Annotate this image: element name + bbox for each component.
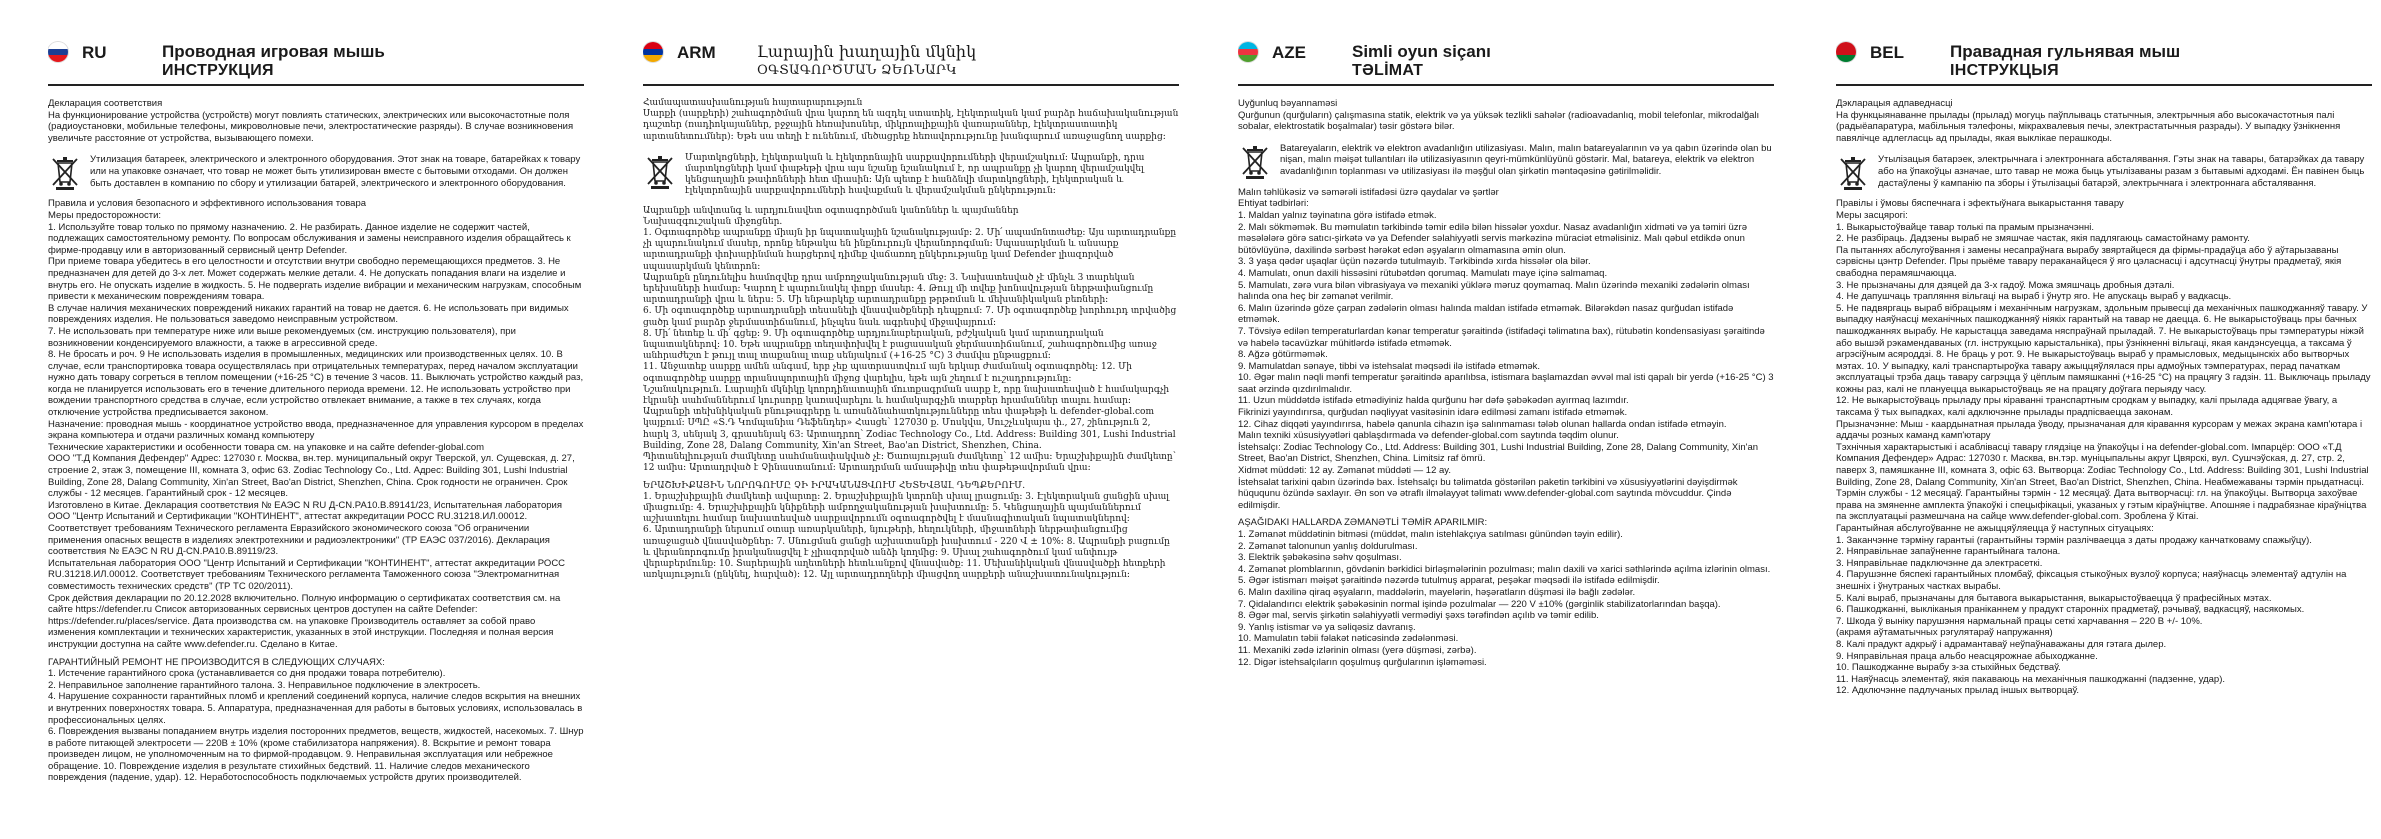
body-paragraph: Պիտանելիության ժամկետը սահմանափակված չէ։ Ծառայության ժամկետը՝ 12 ամիս։ Երաշխիքային ժամկետը՝ 12 ամիս։ Արտադրված է Չինաստանում։ Արտադրման ամսաթիվը տես փաթեթավորման վրա։: [643, 452, 1176, 474]
body-paragraph: 4. Парушэнне бяспекі гарантыйных пломбаў, фіксацыя стыкоўных вузлоў корпуса; наяўнасць элементаў адтулін на знешніх і ўнутраных частках вырабы.: [1836, 569, 2347, 592]
body-paragraph: 10. Mamulatın təbii fəlakət nəticəsində zədələnməsi.: [1238, 633, 1459, 645]
content-arm: [643, 98, 1179, 581]
waste-notice: [1836, 154, 2372, 190]
body-paragraph: 10. Пашкоджанне вырабу з-за стыхійных бедстваў.: [1836, 662, 2061, 674]
header-ru: [48, 38, 584, 86]
body-paragraph: Ապրանքի տեխնիկական բնութագրերը և առանձնահատկությունները տես փաթեթի և defender-global.com կայքում։ ՍՊԸ «Տ.Դ Կոմպանիա Դեֆենդեր» Հասցե՝ 127030 ք. Մոսկվա, Սուշչևսկայա փ., 27, շինություն 2, հարկ 3, սենյակ 3, գրասենյակ 63։ Արտադրող՝ Zodiac Technology Co., Ltd. Address: Building 301, Lushi Industrial Building, Zone 28, Dalang Community, Xin'an Street, Bao'an District, Shenzhen, China.: [643, 407, 1176, 451]
flag-ru-icon: [48, 42, 68, 62]
body-paragraph: 1. Zəmanət müddətinin bitməsi (müddət, malın istehlakçıya satılması günündən təyin edilir).: [1238, 529, 1623, 540]
body-paragraph: Гарантыйная абслугоўванне не ажыццяўляецца ў наступных сітуацыях:: [1836, 523, 2154, 534]
body-paragraph: 4. Не дапушчаць трапляння вільгаці на выраб і ўнутр яго. Не апускаць выраб у вадкасць.: [1836, 291, 2232, 303]
flag-aze-icon: [1238, 42, 1258, 62]
product-title: Simli oyun siçanı: [1352, 42, 1491, 61]
body-paragraph: 6. Malın daxilinə qiraq əşyaların, maddələrin, mayelərin, həşəratların düşməsi ilə bağlı zədələr.: [1238, 586, 1636, 598]
header-aze: [1238, 38, 1774, 86]
crossed-bin-icon: [1836, 154, 1870, 190]
declaration-text: На функционирование устройства (устройств) могут повлиять статических, электрических или высокочастотные поля (радиоустановки, мобильные телефоны, микроволновые печи, электростатические разряды). В случае возникновения увеличьте расстояние от устройства, вызывающего помехи.: [48, 109, 574, 144]
waste-notice: [643, 153, 1179, 198]
body-paragraph: İstehsalat tarixini qabın üzərində bax. İstehsalçı bu təlimatda göstərilən paketin tərkibini və xüsusiyyətlərini dəyişdirmək hüququnu özündə saxlayır. Ən son və ətraflı ilməlayyət təlimatı www.defender-global.com saytında mövcuddur. Çində edilmişdir.: [1238, 476, 1738, 511]
waste-text: Batareyaların, elektrik və elektron avadanlığın utilizasiyası. Malın, malın batareyalarının və ya qabın üzərində olan bu nişan, malın məişət tullantıları ilə utilizasiyasının qeyri-mümkünlüyünü göstərir. Mal, batareya, elektrik və elektron avadanlığının toplanması və utilizasiyası ilə məşğul olan şirkətin məntəqəsinə gətirilməlidir.: [1280, 142, 1772, 177]
body-paragraph: Па пытаннях абслугоўвання і замены несапраўнага вырабу звяртайцеся да фірмы-прадаўца або ў аўтарызаваны сэрвісны цэнтр Defender. Пры прыёме тавару пераканайцеся ў яго цэласнасці і адсутнасці ўнутры прадметаў, якія свабодна перамяшчаюцца.: [1836, 244, 2342, 279]
waste-text: Утылізацыя батарэек, электрычнага і электроннага абсталявання. Гэты знак на тавары, батарэйках да тавару або на ўпакоўцы азначае, што тавар не можа быць утылізаваны разам з бытавымі адходамі. Ён павінен быць дастаўлены ў кампанію па зборы і ўтылізацыі батарэй, электрычнага і электроннага абсталявання.: [1878, 154, 2365, 189]
declaration-text: Qurğunun (qurğuların) çalışmasına statik, elektrik və ya yüksək tezlikli sahələr (radioavadanlıq, mobil telefonlar, mikrodalğalı sobalar, elektrostatik boşalmalar) təsir göstərə bilər.: [1238, 109, 1760, 133]
body-paragraph: 1. Истечение гарантийного срока (устанавливается со дня продажи товара потребителю).: [48, 668, 446, 680]
header-bel: [1836, 38, 2372, 86]
body-paragraph: 5. Mamulatı, zərə vura bilən vibrasiyaya və mexaniki yüklərə məruz qoymamaq. Malın üzərində mexaniki zədələrin olması halında ona heç bir zəmanət verilmir.: [1238, 279, 1750, 303]
content-bel: [1836, 98, 2372, 697]
body-paragraph: 11. Наяўнасць элементаў, якія пакаваюць на механічныя пашкоджанні (падзенне, удар).: [1836, 673, 2226, 685]
body-paragraph: Նշանակություն. Լարային մկնիկը կոորդինատային մուտքագրման սարք է, որը նախատեսված է համակարգչի էկրանի սահմաններում կուրսորը կառավարելու և համակարգչին տարբեր հրամաններ տալու համար։: [643, 384, 1170, 407]
body-paragraph: 6. Արտադրանքի ներսում օտար առարկաների, նյութերի, հեղուկների, միջատների ներթափանցումից առաջացած վնասվածքներ։ 7. Սնուցման ցանցի աշխատանքի խախտում - 220 Վ ± 10%։ 8. Ապրանքի բացումը և վերանորոգումը իրականացվել է չլիազորված անձի կողմից։ 9. Սխալ շահագործում կամ անփույթ վերաբերմունք։ 10. Տարերային աղետների հետևանքով վնասվածք։ 11. Մեխանիկական վնասվածքի հետքերի առկայություն (ընկնել, հարված)։ 12. Այլ արտադրողների միացվող սարքերի անաշխատունակություն։: [643, 525, 1170, 581]
column-bel: [1836, 38, 2372, 828]
body-paragraph: 11. Uzun müddətdə istifadə etmədiyiniz halda qurğunu hər dəfə şəbəkədən ayırmaq lazımdır.: [1238, 395, 1629, 407]
body-paragraph: ГАРАНТИЙНЫЙ РЕМОНТ НЕ ПРОИЗВОДИТСЯ В СЛЕДУЮЩИХ СЛУЧАЯХ:: [48, 656, 385, 668]
body-paragraph: 7. Tövsiyə edilən temperaturlardan kənar temperatur şəraitində (istifadəçi təlimatına bax), rütubətin kondensasiyası şəraitində və habelə təcavüzkar mühitlərdə istifadə etməmək.: [1238, 325, 1765, 349]
language-code: AZE: [1272, 43, 1306, 62]
body-paragraph: 2. Няправільнае запаўненне гарантыйнага талона.: [1836, 546, 2061, 558]
body-paragraph: 3. 3 yaşa qədər uşaqlar üçün nəzərdə tutulmayıb. Tərkibində xırda hissələr ola bilər.: [1238, 256, 1591, 268]
waste-notice: [48, 154, 584, 190]
body-ru: [48, 198, 584, 784]
body-paragraph: AŞAĞIDAKI HALLARDA ZƏMANƏTLİ TƏMİR APARILMIR:: [1238, 517, 1488, 529]
body-paragraph: 5. Əgər istismarı məişət şəraitində nəzərdə tutulmuş apparat, peşəkar məqsədi ilə istifadə edilmişdir.: [1238, 575, 1660, 587]
body-paragraph: 8. Մի՛ նետեք և մի՛ գցեք։ 9. Մի օգտագործեք արդյունաբերական, բժշկական կամ արտադրական նպատակներով։ 10. Եթե ապրանքը տեղափոխվել է բացասական ջերմաստիճանում, շահագործումից առաջ անհրաժեշտ է թույլ տալ տաքանալ տաք սենյակում (+16-25 °C) 3 ժամվա ընթացքում։: [643, 328, 1157, 362]
column-aze: [1238, 38, 1774, 828]
body-paragraph: Правілы і ўмовы бяспечнага і эфектыўнага выкарыстання тавару: [1836, 198, 2124, 210]
body-paragraph: Изготовлено в Китае. Декларация соответствия № ЕАЭС N RU Д-CN.РА10.В.89141/23, Испытательная лаборатория ООО "Центр Испытаний и Сертификации "КОНТИНЕНТ", аттестат аккредитации РОСС RU.31218.ИЛ.00012. Соответствует требованиям Технического регламента Евразийского экономического союза "Об ограничении применения опасных веществ в изделиях электротехники и радиоэлектроники" (ТР ЕАЭС 037/2016). Декларация соответствия № ЕАЭС N RU Д-CN.РА10.В.89119/23.: [48, 499, 562, 558]
body-paragraph: 11. Mexaniki zədə izlərinin olması (yerə düşməsi, zərbə).: [1238, 644, 1477, 656]
body-paragraph: 3. Не прызначаны для дзяцей да 3-х гадоў. Можа змяшчаць дробныя дэталі.: [1836, 279, 2175, 291]
body-paragraph: 12. Не выкарыстоўваць прыладу пры кіраванні транспартным сродкам у выпадку, калі прылада адцягвае ўвагу, а таксама ў тых выпадках, калі адключэнне прылады прадпісваецца законам.: [1836, 395, 2338, 419]
column-arm: [643, 38, 1179, 828]
body-paragraph: Ապրանքի անվտանգ և արդյունավետ օգտագործման կանոններ և պայմաններ: [643, 205, 1019, 216]
body-paragraph: Malın texniki xüsusiyyətləri qablaşdırmada və defender-global.com saytında təqdim olunur.: [1238, 430, 1619, 442]
body-paragraph: При приеме товара убедитесь в его целостности и отсутствии внутри свободно перемещающихся предметов. 3. Не предназначен для детей до 3-х лет. Может содержать мелкие детали. 4. Не допускать попадания влаги на изделие и внутрь его. Не опускать изделие в жидкость. 5. Не подвергать изделие вибрации и механическим нагрузкам, способным привести к механическим повреждениям товара.: [48, 256, 582, 303]
body-paragraph: Меры засцярогі:: [1836, 209, 1908, 221]
body-paragraph: 10. Əgər malın nəqli mənfi temperatur şəraitində aparılıbsa, istismara başlamazdan əvvəl mal isti qapalı bir yerdə (+16-25 °C) 3 saat ərzində qızdırılmalıdır.: [1238, 372, 1774, 395]
declaration-title: Uyğunluq bəyannaməsi: [1238, 98, 1338, 109]
body-paragraph: Тэрмін службы - 12 месяцаў. Гарантыйны тэрмін - 12 месяцаў. Дата вытворчасці: гл. на ўпакоўцы. Вытворца захоўвае права на змяненне амплекта ўпакоўкі і спецыфікацыі, указаных у гэтым кіраўніцтве. Апошняе і падрабязнае кіраўніцтва па эксплуатацыі размешчана на сайце www.defender-global.com. Зроблена ў Кітаі.: [1836, 488, 2367, 523]
body-paragraph: Malın təhlükəsiz və səmərəli istifadəsi üzrə qaydalar və şərtlər: [1238, 186, 1499, 198]
body-paragraph: İstehsalçı: Zodiac Technology Co., Ltd. Address: Building 301, Lushi Industrial Building, Zone 28, Dalang Community, Xin'an Street, Bao'an District, Shenzhen, China. Limitsiz raf ömrü.: [1238, 441, 1759, 465]
column-ru: [48, 38, 584, 828]
body-paragraph: 9. Yanlış istismar və ya səliqəsiz davranış.: [1238, 621, 1416, 633]
body-paragraph: 4. Mamulatı, onun daxili hissəsini rütubətdən qorumaq. Mamulatı maye içinə salmamaq.: [1238, 267, 1608, 279]
body-paragraph: Назначение: проводная мышь - координатное устройство ввода, предназначенное для управления курсором в пределах экрана компьютера и отдачи различных команд компьютеру: [48, 418, 584, 442]
body-paragraph: 6. Повреждения вызваны попаданием внутрь изделия посторонних предметов, веществ, жидкостей, насекомых. 7. Шнур в работе питающей электросети — 220В ± 10% (кроме стабилизатора напряжения). 8. Вскрытие и ремонт товара произведен лицом, не уполномоченным на то фирмой-продавцом. 9. Неправильная эксплуатация или небрежное обращение. 10. Повреждение изделия в результате стихийных бедствий. 11. Наличие следов механического повреждения (падение, удар). 12. Неработоспособность подключаемых устройств других производителей.: [48, 726, 584, 784]
crossed-bin-icon: [643, 153, 677, 189]
body-paragraph: В случае наличия механических повреждений никаких гарантий на товар не дается. 6. Не использовать при видимых повреждениях изделия. Не пользоваться заведомо неисправным устройством.: [48, 302, 569, 326]
body-paragraph: 2. Неправильное заполнение гарантийного талона. 3. Неправильное подключение в электросеть.: [48, 679, 481, 691]
body-paragraph: Тэхнічныя характарыстыкі і асаблівасці тавару глядзіце на ўпакоўцы і на defender-global.com. Імпарцёр: ООО «Т.Д Компания Дефендер» Адрас: 127030 г. Масква, вн.тэр. муніцыпальны акруг Цвярскі, вул. Сушчэўская, д. 27, стр. 2, паверх 3, памяшканне III, комната 3, офіс 63. Вытворца: Zodiac Technology Co., Ltd. Address: Building 301, Lushi Industrial Building, Zone 28, Dalang Community, Xin'an Street, Bao'an District, Shenzhen, China. Неабмежаваны тэрмін прыдатнасці.: [1836, 441, 2369, 488]
body-paragraph: 1. Երաշխիքային ժամկետի ավարտը։ 2. Երաշխիքային կտրոնի սխալ լրացումը։ 3. Էլեկտրական ցանցին սխալ միացումը։ 4. Երաշխիքային կնիքների ամբողջականության խախտումը։ 5. Կենցաղային պայմաններում աշխատելու համար նախատեսված սարքավորումն օգտագործվել է մասնագիտական նպատակներով։: [643, 491, 1170, 525]
product-title: Проводная игровая мышь: [162, 42, 385, 61]
body-paragraph: 1. Используйте товар только по прямому назначению. 2. Не разбирать. Данное изделие не содержит частей, подлежащих самостоятельному ремонту. По вопросам обслуживания и замены неисправного изделия обращайтесь к фирме-продавцу или в авторизованный сервисный центр Defender.: [48, 221, 571, 256]
language-code: BEL: [1870, 43, 1904, 62]
language-code: RU: [82, 43, 107, 62]
body-paragraph: Технические характеристики и особенности товара см. на упаковке и на сайте defender-global.com: [48, 441, 485, 453]
body-paragraph: Fikrinizi yayındırırsa, qurğudan nəqliyyat vasitəsinin idarə edilməsi zamanı istifadə etməmək.: [1238, 407, 1628, 419]
manual-subtitle: ՕԳՏԱԳՈՐԾՄԱՆ ՁԵՌՆԱՐԿ: [757, 63, 958, 78]
body-paragraph: 1. Заканчэнне тэрміну гарантыі (гарантыйны тэрмін разлічваецца з даты продажу канчатковаму спажыўцу).: [1836, 534, 2312, 546]
language-code: ARM: [677, 43, 716, 62]
body-paragraph: 7. Шкода ў выніку парушэння нармальнай працы сеткі харчавання – 220 В +/- 10%.: [1836, 615, 2203, 627]
declaration-text: Սարքի (սարքերի) շահագործման վրա կարող են ազդել ստատիկ, էլեկտրական կամ բարձր հաճախականության դաշտեր (ռադիոկայաններ, բջջային հեռախոսներ, միկրոալիքային վառարաններ, էլեկտրաստատիկ արտանետումներ)։ Եթե սա տեղի է ունենում, մեծացրեք հեռավորությունը խանգարում առաջացնող սարքից։: [643, 109, 1179, 142]
content-aze: [1238, 98, 1774, 668]
body-paragraph: 11. Անջատեք սարքը ամեն անգամ, երբ չեք պատրաստվում այն երկար ժամանակ օգտագործել։ 12. Մի օգտագործեք սարքը տրանսպորտային միջոց վարելիս, եթե այն շեղում է ուշադրությունը։: [643, 362, 1132, 384]
body-paragraph: Ehtiyat tədbirləri:: [1238, 198, 1309, 210]
body-paragraph: 2. Zəmanət talonunun yanlış doldurulması.: [1238, 540, 1418, 552]
body-paragraph: 6. Malın üzərində göze çarpan zədələrin olması halında maldan istifadə etməmək. Bilərəkdən nasaz qurğudan istifadə etməmək.: [1238, 302, 1734, 326]
body-paragraph: 8. Əgər mal, servis şirkətin səlahiyyətli vermədiyi şəxs tərəfindən açılıb və təmir edilib.: [1238, 610, 1599, 622]
declaration-text: На функцыянаванне прылады (прылад) могуць паўплываць статычныя, электрычныя або высокачастотныя палі (радыёапаратура, мабільныя тэлефоны, мікрахвалевыя печы, электрастатычныя разрады). У выпадку ўзнікнення павялічце адлегласць ад прылады, якая выклікае перашкоды.: [1836, 109, 2341, 144]
body-paragraph: 1. Օգտագործեք ապրանքը միայն իր նպատակային նշանակությամբ։ 2. Մի՛ ապամոնտաժեք։ Այս արտադրանքը չի պարունակում մասեր, որոնք ենթակա են ինքնուրույն վերանորոգման։ Սպասարկման և անսարք արտադրանքի փոխարինման հարցերով դիմեք վաճառող ընկերությանը կամ Defender լիազորված սպասարկման կենտրոն։: [643, 228, 1177, 272]
body-paragraph: 1. Maldan yalnız təyinatına görə istifadə etmək.: [1238, 209, 1437, 221]
body-aze: [1238, 187, 1774, 668]
declaration-title: Декларация соответствия: [48, 98, 163, 109]
body-paragraph: 7. Не использовать при температуре ниже или выше рекомендуемых (см. инструкцию пользователя), при возникновении конденсируемого влажности, а также в агрессивной среде.: [48, 325, 516, 349]
declaration-title: Համապատասխանության հայտարարություն: [643, 98, 863, 108]
waste-text: Утилизация батареек, электрического и электронного оборудования. Этот знак на товаре, батарейках к товару или на упаковке означает, что товар не может быть утилизирован вместе с бытовыми отходами. Он должен быть доставлен в компанию по сбору и утилизации батарей, электрического и электронного оборудования.: [90, 154, 581, 189]
body-paragraph: 4. Zəmanət plomblarının, gövdənin bərkidici birləşmələrinin pozulması; malın daxili və xarici səthlərində açılma izlərinin olması.: [1238, 563, 1771, 575]
product-title: Правадная гульнявая мыш: [1950, 42, 2181, 61]
waste-notice: [1238, 143, 1774, 179]
body-paragraph: Правила и условия безопасного и эффективного использования товара: [48, 198, 367, 210]
flag-arm-icon: [643, 42, 663, 62]
body-paragraph: (акрамя аўтаматычных рэгулятараў напружання): [1836, 627, 2053, 639]
body-paragraph: 4. Нарушение сохранности гарантийных пломб и креплений соединений корпуса, наличие следов вскрытия на внешних и внутренних поверхностях товара. 5. Аппаратура, предназначенная для работы в бытовых условиях, использовалась в профессиональных целях.: [48, 691, 583, 726]
header-arm: [643, 38, 1179, 86]
flag-bel-icon: [1836, 42, 1856, 62]
body-paragraph: ԵՐԱՇԽԻՔԱՅԻՆ ՆՈՐՈԳՈՒՄԸ ՉԻ ԻՐԱԿԱՆԱՑՎՈՒՄ ՀԵՏԵՎՅԱԼ ԴԵՊՔԵՐՈՒՄ.: [643, 480, 1026, 491]
body-paragraph: 9. Mamulatdan sənaye, tibbi və istehsalat məqsədi ilə istifadə etməmək.: [1238, 360, 1541, 372]
declaration-title: Дэкларацыя адпаведнасці: [1836, 98, 1953, 109]
body-paragraph: 3. Elektrik şəbəkəsinə səhv qoşulması.: [1238, 552, 1402, 564]
body-bel: [1836, 198, 2372, 697]
body-paragraph: 9. Няправільная праца альбо неасцярожнае абыходжанне.: [1836, 650, 2098, 662]
crossed-bin-icon: [48, 154, 82, 190]
body-paragraph: 12. Cihaz diqqəti yayındırırsa, habelə qanunla cihazın işə salınmaması tələb olunan hallarda ondan istifadə etməyin.: [1238, 418, 1727, 430]
body-arm: [643, 206, 1179, 582]
body-paragraph: 2. Malı sökməmək. Bu məmulatın tərkibində təmir edilə bilən hissələr yoxdur. Nasaz avadanlığın xidməti və ya təmiri üzrə məsələlərə görə satıcı-şirkətə və ya Defender səlahiyyətli servis mərkəzinə müraciət etməlisiniz. Malı qəbul etdikdə onun bütövlüyünə, daxilində sərbəst hərəkət edən əşyaların olmamasına əmin olun.: [1238, 221, 1747, 256]
body-paragraph: Նախազգուշական միջոցներ.: [643, 216, 783, 227]
body-paragraph: Срок действия декларации по 20.12.2028 включительно. Полную информацию о сертификатах соответствия см. на сайте https://defender.ru Список авторизованных сервисных центров доступен на сайте Defender: https://defender.ru/places/service. Дата производства см. на упаковке Производитель оставляет за собой право изменения комплектации и технических характеристик, указанных в этой инструкции. Последняя и полная версия инструкции доступна на сайте www.defender.ru. Сделано в Китае.: [48, 592, 561, 650]
body-paragraph: 12. Адключэнне падлучаных прылад іншых вытворцаў.: [1836, 685, 2079, 697]
body-paragraph: 2. Не разбіраць. Дадзены выраб не змяшчае частак, якія падлягаюць самастойнаму рамонту.: [1836, 233, 2250, 245]
body-paragraph: 6. Пашкоджанні, выкліканыя праніканнем у прадукт старонніх прадметаў, рэчываў, вадкасцяў, насякомых.: [1836, 604, 2305, 616]
crossed-bin-icon: [1238, 143, 1272, 179]
waste-text: Մարտկոցների, էլեկտրական և էլեկտրոնային սարքավորումների վերամշակում։ Ապրանքի, դրա մարտկոցների կամ փաթեթի վրա այս նշանը նշանակում է, որ ապրանքը չի կարող վերամշակվել կենցաղային թափոնների հետ միասին։ Այն պետք է հանձնվի մարտկոցների, էլեկտրական և էլեկտրոնային սարքավորումների հավաքման և վերամշակման ընկերություն։: [685, 152, 1145, 197]
body-paragraph: 7. Qidalandırıcı elektrik şəbəkəsinin normal işində pozulmalar — 220 V ±10% (gərginlik stabilizatorlarından başqa).: [1238, 598, 1721, 610]
body-paragraph: 6. Մի օգտագործեք արտադրանքի տեսանելի վնասվածքների դեպքում։ 7. Մի օգտագործեք խորհուրդ տրվածից ցածր կամ բարձր ջերմաստիճանում, ինչպես նաև ագրեսիվ միջավայրում։: [643, 306, 1177, 328]
body-paragraph: 12. Digər istehsalçıların qoşulmuş qurğularının işləməməsi.: [1238, 656, 1487, 668]
body-paragraph: 8. Калі прадукт адкрыў і адрамантаваў неўпаўнаважаны для гэтага дылер.: [1836, 638, 2167, 650]
manual-subtitle: ІНСТРУКЦЫЯ: [1950, 62, 2059, 79]
manual-subtitle: TƏLİMAT: [1352, 62, 1424, 79]
body-paragraph: Ապրանքն ընդունելիս համոզվեք դրա ամբողջականության մեջ։ 3. Նախատեսված չէ մինչև 3 տարեկան երեխաների համար։ Կարող է պարունակել փոքր մասեր։ 4. Թույլ մի տվեք խոնավության ներթափանցումը արտադրանքի վրա և ներս։ 5. Մի ենթարկեք արտադրանքը թրթռման և մեխանիկական բեռների։: [643, 272, 1154, 306]
body-paragraph: 3. Няправільнае падключэнне да электрасеткі.: [1836, 557, 2043, 569]
body-paragraph: Прызначэнне: Мыш - каардынатная прылада ўводу, прызначаная для кіравання курсорам у межах экрана камп'ютара і аддачы розных каманд камп'ютару: [1836, 418, 2363, 442]
body-paragraph: ООО "Т.Д Компания Дефендер" Адрес: 127030 г. Москва, вн.тер. муниципальный округ Тверской, ул. Сущевская, д. 27, строение 2, этаж 3, помещение III, комната 3, офис 63. Zodiac Technology Co., Ltd. Адрес: Building 301, Lushi Industrial Building, Zone 28, Dalang Community, Xin'an Street, Bao'an District, Shenzhen, China. Срок годности не ограничен. Срок службы - 12 месяцев. Гарантийный срок - 12 месяцев.: [48, 453, 575, 500]
body-paragraph: 8. Не бросать и роч. 9 Не использовать изделия в промышленных, медицинских или производственных целях. 10. В случае, если транспортировка товара осуществлялась при отрицательных температурах, перед началом эксплуатации нужно дать товару согреться в теплом помещении (+16-25 °C) в течение 3 часов. 11. Выключать устройство каждый раз, когда не планируется использовать его в течение длительного периода времени. 12. Не использовать устройство при вождении транспортного средства в случае, если устройство отвлекает внимание, а также в тех случаях, когда отключение устройства предписывается законом.: [48, 349, 584, 419]
body-paragraph: Испытательная лаборатория ООО "Центр Испытаний и Сертификации "КОНТИНЕНТ", аттестат аккредитации РОСС RU.31218.ИЛ.00012. Соответствует требованиям Технического регламента Таможенного союза "Электромагнитная совместимость технических средств" (ТР ТС 020/2011).: [48, 557, 566, 592]
body-paragraph: Меры предосторожности:: [48, 209, 162, 221]
product-title: Լարային խաղային մկնիկ: [757, 42, 977, 61]
body-paragraph: Xidmət müddəti: 12 ay. Zəmanət müddəti — 12 ay.: [1238, 465, 1451, 477]
body-paragraph: 5. Не падвяргаць выраб вібрацыям і механічным нагрузкам, здольным прывесці да механічных пашкоджанняў тавару. У выпадку наяўнасці механічных пашкоджанняў ніякіх гарантый на тавар не даецца. 6. Не выкарыстоўваць пры бачных пашкоджаннях вырабу. Не карыстацца заведама няспраўнай прыладай. 7. Не выкарыстоўваць пры тэмпературы ніжэй або вышэй рэкамендаваных (гл. інструкцыю карыстальніка), пры ўзнікненні вільгаці, якая кандэнсуецца, а таксама ў агрэсіўным асяроддзі. 8. Не браць у рот. 9. Не выкарыстоўваць выраб у прамысловых, медыцынскіх або вытворчых мэтах. 10. У выпадку, калі транспартыроўка тавару ажыццяўлялася пры адмоўных тэмпературах, перад пачаткам эксплуатацыі трэба даць тавару сагрэцца ў цёплым памяшканні (+16-25 °C) на працягу 3 гадзін. 11. Выключаць прыладу кожны раз, калі не плануецца выкарыстоўваць яе на працягу доўгага перыяду часу.: [1836, 302, 2371, 395]
content-ru: [48, 98, 584, 784]
body-paragraph: 1. Выкарыстоўвайце тавар толькі па прамым прызначэнні.: [1836, 221, 2094, 233]
body-paragraph: 5. Калі выраб, прызначаны для бытавога выкарыстання, выкарыстоўваецца ў прафесійных мэтах.: [1836, 592, 2272, 604]
body-paragraph: 8. Ağzə götürməmək.: [1238, 349, 1328, 361]
manual-subtitle: ИНСТРУКЦИЯ: [162, 62, 274, 79]
